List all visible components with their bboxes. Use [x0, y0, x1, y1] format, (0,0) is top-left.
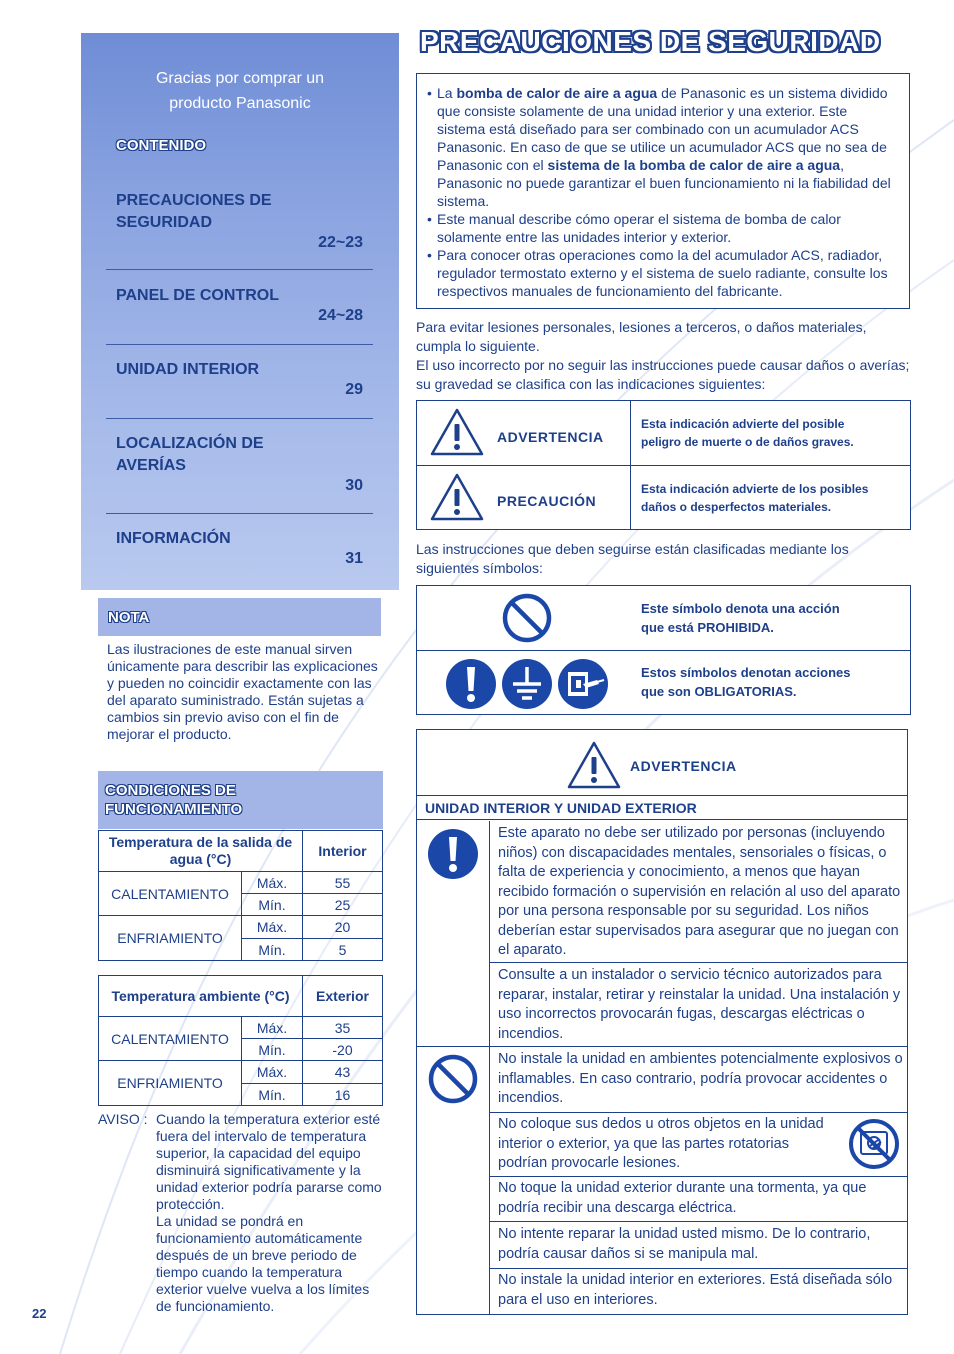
severity-legend [416, 400, 911, 530]
table-column-header: Interior [303, 831, 383, 872]
intro-bullet: • Este manual describe cómo operar el sistema de bomba de calor solamente entre las unidades interior y exterior. [427, 210, 899, 246]
table-row [99, 872, 383, 894]
symbol-description [641, 663, 851, 701]
toc-item-title: PANEL DE CONTROL [116, 287, 279, 304]
symbol-divider [630, 586, 631, 650]
toc-item-title: PRECAUCIONES DE [116, 192, 272, 209]
toc-item-pages: 29 [345, 381, 363, 398]
limit-value: 20 [303, 916, 383, 939]
column-divider [489, 821, 490, 1315]
description-line: Esta indicación advierte del posible [641, 417, 845, 431]
no-fingers-icon [848, 1118, 900, 1170]
legend-divider [630, 466, 631, 530]
legend-description [641, 480, 868, 516]
description-line: que son OBLIGATORIAS. [641, 684, 797, 699]
symbol-description [641, 599, 840, 637]
warning-item: No toque la unidad exterior durante una tormenta, ya que podría recibir una descarga eléctrica. [498, 1180, 867, 1216]
paragraph-line: Para evitar lesiones personales, lesiones a terceros, o daños materiales, cumpla lo siguiente. [416, 319, 867, 354]
mode-cell: CALENTAMIENTO [99, 1017, 242, 1061]
limit-label: Máx. [242, 916, 303, 939]
symbols-intro: Las instrucciones que deben seguirse están clasificadas mediante los siguientes símbolos: [416, 541, 849, 576]
limit-value: 43 [303, 1061, 383, 1084]
row-divider [489, 962, 907, 963]
intro-text: , Panasonic no puede garantizar el buen funcionamiento ni la fiabilidad del sistema. [437, 157, 891, 209]
notice-paragraph: Cuando la temperatura exterior esté fuera del intervalo de temperatura superior, la capacidad del equipo disminuirá significativamente y la unidad exterior podría pararse como protección. [156, 1111, 382, 1212]
toc-item-title: UNIDAD INTERIOR [116, 361, 260, 378]
limit-label: Mín. [242, 1084, 303, 1106]
note-text: Las ilustraciones de este manual sirven únicamente para describir las explicaciones y pueden no coincidir exactamente con las del aparato suministrado. Están sujetas a cambios sin previo aviso con el fin de mejorar el producto. [107, 641, 378, 742]
note-heading: NOTA [108, 609, 150, 626]
toc-item-pages: 30 [345, 477, 363, 494]
mode-cell: ENFRIAMIENTO [99, 1061, 242, 1106]
legend-row-caution [417, 465, 910, 529]
conditions-heading [105, 781, 242, 819]
warning-heading: ADVERTENCIA [630, 758, 737, 774]
warning-item: No intente reparar la unidad usted mismo. De lo contrario, podría causar daños si se manipula mal. [498, 1226, 871, 1262]
row-divider [417, 1046, 907, 1047]
page-number: 22 [32, 1306, 47, 1321]
toc-item-indoor-unit[interactable] [106, 359, 373, 399]
caution-triangle-icon [429, 472, 485, 522]
intro-box [416, 73, 910, 309]
limit-label: Máx. [242, 872, 303, 894]
intro-emphasis: sistema de la bomba de calor de aire a agua [547, 157, 841, 173]
legend-label: ADVERTENCIA [497, 429, 604, 445]
warning-item: No instale la unidad en ambientes potencialmente explosivos o inflamables. En caso contrario, podría provocar accidentes o incendios. [498, 1051, 903, 1106]
limit-value: 16 [303, 1084, 383, 1106]
limit-label: Máx. [242, 1017, 303, 1039]
table-row [99, 1061, 383, 1084]
legend-divider [630, 401, 631, 465]
notice-paragraph: La unidad se pondrá en funcionamiento automáticamente después de un breve periodo de tiempo cuando la temperatura exterior vuelve vuelva a los límites de funcionamiento. [156, 1213, 370, 1314]
limit-label: Mín. [242, 894, 303, 916]
limit-label: Mín. [242, 939, 303, 961]
limit-value: 25 [303, 894, 383, 916]
limit-value: 5 [303, 939, 383, 961]
intro-text: de Panasonic es un sistema dividido que consiste solamente de una unidad interior y una exterior. Este sistema está diseñado para ser combinado con un acumulador ACS Panasonic. En caso de que se utilice un acumulador ACS que no sea de Panasonic con el [437, 85, 888, 173]
notice-label: AVISO : [98, 1111, 148, 1127]
description-line: daños o desperfectos materiales. [641, 500, 832, 514]
paragraph-line: El uso incorrecto por no seguir las instrucciones puede causar daños o averías; su gravedad se clasifica con las indicaciones siguientes: [416, 357, 910, 392]
description-line: Este símbolo denota una acción [641, 601, 840, 616]
warning-triangle-icon [429, 407, 485, 457]
symbol-row-mandatory [417, 650, 910, 714]
warning-item: Este aparato no debe ser utilizado por personas (incluyendo niños) con discapacidades mentales, sensoriales o físicas, o falta de experiencia y conocimiento, a menos que hayan recibido formación o supervisión en relación al uso del aparato por una persona responsable por su seguridad. Los niños deberían estar supervisados para asegurar que no juegan con el aparato. [498, 825, 901, 958]
toc-item-pages: 31 [345, 550, 363, 567]
table-column-header: Exterior [303, 976, 383, 1017]
toc-item-pages: 24~28 [318, 307, 363, 324]
warning-table [416, 729, 908, 1315]
limit-label: Mín. [242, 1039, 303, 1061]
table-header: Temperatura de la salida de agua (°C) [99, 831, 303, 872]
toc-item-control-panel[interactable] [106, 285, 373, 325]
thanks-line-1: Gracias por comprar un [155, 70, 325, 87]
conditions-heading-line-1: CONDICIONES DE [105, 782, 236, 799]
warning-subheading: UNIDAD INTERIOR Y UNIDAD EXTERIOR [417, 795, 907, 820]
toc-item-pages: 22~23 [318, 234, 363, 251]
page-title: PRECAUCIONES DE SEGURIDAD [420, 26, 881, 57]
conditions-heading-line-2: FUNCIONAMIENTO [105, 801, 243, 818]
symbols-legend [416, 585, 911, 715]
description-line: Esta indicación advierte de los posibles [641, 482, 869, 496]
toc-item-title: INFORMACIÓN [116, 530, 231, 547]
row-divider [489, 1176, 907, 1177]
mandatory-icon [445, 658, 497, 710]
toc-divider [106, 344, 373, 345]
description-line: peligro de muerte o de daños graves. [641, 435, 854, 449]
warning-item: Consulte a un instalador o servicio técnico autorizados para reparar, instalar, retirar y reinstalar la unidad. Una instalación y uso incorrectos provocarán fugas, descargas eléctricas o incendios. [498, 967, 901, 1042]
symbol-row-prohibited [417, 586, 910, 650]
intro-text: La [437, 85, 457, 101]
table-row [99, 916, 383, 939]
mode-cell: CALENTAMIENTO [99, 872, 242, 916]
legend-label: PRECAUCIÓN [497, 493, 597, 509]
table-header: Temperatura ambiente (°C) [99, 976, 303, 1017]
toc-item-safety[interactable] [106, 190, 373, 252]
row-divider [489, 1221, 907, 1222]
limit-value: -20 [303, 1039, 383, 1061]
warning-item: No instale la unidad interior en exteriores. Está diseñada sólo para el uso en interiores. [498, 1272, 893, 1308]
toc-item-title: AVERÍAS [116, 457, 186, 474]
table-row [99, 1017, 383, 1039]
unplug-icon [557, 658, 609, 710]
row-divider [489, 1268, 907, 1269]
thanks-text [81, 66, 399, 116]
description-line: que está PROHIBIDA. [641, 620, 774, 635]
warning-item: No coloque sus dedos u otros objetos en la unidad interior o exterior, ya que las partes rotatorias podrían provocarle lesiones. [498, 1116, 824, 1171]
toc-item-title: SEGURIDAD [116, 214, 213, 231]
thanks-line-2: producto Panasonic [169, 95, 311, 112]
intro-bullet: • Para conocer otras operaciones como la del acumulador ACS, radiador, regulador termostato externo y el sistema de suelo radiante, consulte los respectivos manuales de funcionamiento del fabricante. [427, 246, 899, 300]
ambient-temperature-table [98, 975, 383, 1106]
notice-text [156, 1111, 382, 1315]
intro-emphasis: bomba de calor de aire a agua [456, 85, 658, 101]
toc-item-title: LOCALIZACIÓN DE [116, 435, 264, 452]
prohibited-icon [501, 592, 553, 644]
ground-icon [501, 658, 553, 710]
limit-value: 55 [303, 872, 383, 894]
row-divider [489, 1112, 907, 1113]
intro-bullet [427, 84, 899, 210]
toc-item-information[interactable] [106, 528, 373, 568]
conditions-header [98, 771, 383, 829]
intro-paragraph [416, 318, 910, 394]
water-temperature-table [98, 830, 383, 961]
toc-divider [106, 269, 373, 270]
mandatory-icon [427, 828, 479, 880]
legend-description [641, 415, 854, 451]
mode-cell: ENFRIAMIENTO [99, 916, 242, 961]
legend-row-warning [417, 401, 910, 465]
prohibited-icon [427, 1053, 479, 1105]
description-line: Estos símbolos denotan acciones [641, 665, 851, 680]
toc-divider [106, 418, 373, 419]
limit-value: 35 [303, 1017, 383, 1039]
toc-divider [106, 513, 373, 514]
toc-item-troubleshooting[interactable] [106, 433, 373, 495]
contents-heading: CONTENIDO [116, 137, 206, 154]
limit-label: Máx. [242, 1061, 303, 1084]
warning-triangle-icon [566, 740, 622, 790]
note-header [98, 598, 381, 636]
